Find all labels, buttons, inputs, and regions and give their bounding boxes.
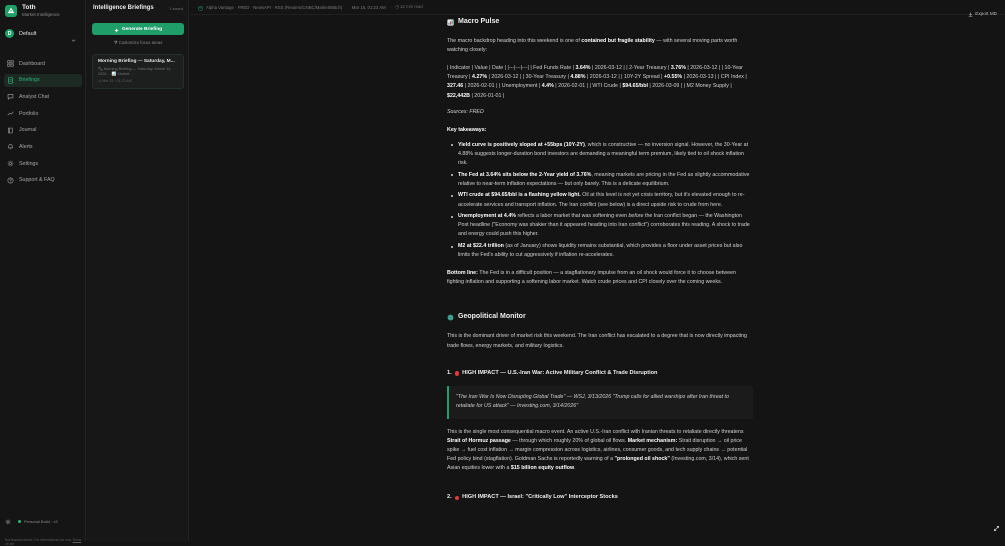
read-time: ◷ 12 min read [395, 4, 423, 9]
section-heading-geopolitical [447, 311, 753, 323]
nav-item-settings[interactable] [4, 157, 82, 170]
impact-title: HIGH IMPACT — U.S.-Iran War: Active Military Conflict & Trade Disruption [462, 369, 658, 376]
briefing-card-snippet: 🗞 Morning Briefing — Saturday, March 14, 2026 ... 📊 Market... [98, 67, 172, 77]
text-bold: contained but fragile stability [581, 38, 655, 45]
text-run: , meaning markets are pricing in the Fed as slightly accommodative relative to near-term inflation expectations — but only barely. This is a delicate equilibrium. [458, 171, 750, 187]
text-run: The macro backdrop heading into this weekend is one of [447, 38, 582, 45]
nav-item-portfolio[interactable] [4, 107, 82, 120]
customize-label: Customize focus areas [118, 40, 163, 45]
chevron-down-icon [71, 30, 76, 48]
database-icon [198, 0, 203, 16]
help-icon [6, 176, 14, 184]
list-item [458, 242, 753, 260]
nav-item-support[interactable] [4, 174, 82, 187]
panel-title: Intelligence Briefings [93, 5, 154, 11]
red-circle-icon [455, 496, 460, 501]
disclaimer-text: Not financial advice. For informational use only. [5, 538, 72, 542]
value-unemployment: 4.4% [541, 83, 554, 90]
chat-icon [6, 93, 14, 101]
brand[interactable] [5, 5, 60, 17]
text-run: | 2026-03-12 | | 2-Year Treasury | [590, 65, 671, 72]
saved-count: 1 saved [168, 5, 183, 11]
chart-icon [447, 19, 454, 26]
text-bold: M2 at $22.4 trillion [458, 243, 504, 249]
item-number: 1. [447, 369, 452, 376]
text-bold: WTI crude at $94.65/bbl is a flashing yellow light. [458, 192, 581, 199]
text-run: (as of January) shows liquidity remains substantial, which provides a floor under asset prices but also limits the Fed's ability to cut aggressively if inflation re-accelerates. [458, 243, 743, 259]
macro-intro [447, 37, 753, 55]
separator: · [389, 4, 392, 10]
list-item [458, 171, 753, 189]
sparkle-icon [114, 20, 119, 38]
workspace-selector[interactable] [5, 27, 78, 40]
separator: · [346, 4, 348, 10]
text-run: The Fed is in a difficult position — a stagflationary impulse from an oil shock would force it to choose between fighting inflation and supporting a softening labor market. Watch crude prices and CPI closely over the coming weeks. [447, 270, 736, 286]
bell-icon [6, 143, 14, 151]
impact-body-1 [447, 428, 753, 474]
section-title: Geopolitical Monitor [458, 313, 526, 321]
text-run: Strait disruption → oil price spike → fuel cost inflation → margin compression across logistics, airlines, consumer goods, and tech supply chains → potential Fed policy bind (stagflation). Goldman Sachs is reportedly warning of a [447, 437, 748, 462]
nav-label: Dashboard [19, 60, 45, 67]
list-item [458, 191, 753, 209]
nav-label: Alerts [19, 143, 33, 150]
download-icon [968, 4, 973, 22]
sources-text: Sources: FRED [447, 108, 484, 115]
filter-icon: ⧩ [113, 40, 118, 45]
text-bold: "prolonged oil shock" [614, 455, 670, 462]
impact-title: HIGH IMPACT — Israel: "Critically Low" Interceptor Stocks [462, 494, 618, 501]
value-spread: +0.55% [663, 74, 683, 81]
briefing-timestamp: Mar 15, 01:23 AM [351, 4, 386, 10]
nav-item-briefings[interactable] [4, 74, 82, 87]
nav-label: Analyst Chat [19, 93, 50, 100]
text-run: , which is constructive — no inversion signal. However, the 30-Year at 4.88% suggests longer-duration bond investors are demanding a meaningful term premium, likely tied to oil shock inflation risk. [458, 141, 749, 167]
document-icon [6, 76, 14, 84]
value-m2: $22,442B [447, 92, 470, 99]
takeaways-label: Key takeaways: [447, 126, 487, 133]
text-run: (Investing.com, 3/14), which sent Asian equities lower with a [447, 455, 749, 471]
customize-focus-link[interactable] [92, 40, 184, 45]
text-italic: before [628, 213, 644, 220]
text-bold: Unemployment at 4.4% [458, 213, 516, 220]
takeaways-heading [447, 126, 753, 135]
text-run: . [574, 464, 576, 471]
build-label: Personal Build · v3 [24, 518, 58, 524]
terms-link[interactable]: Terms of Use [5, 538, 82, 546]
value-30y: 4.88% [570, 74, 586, 81]
value-2y: 3.76% [670, 65, 686, 72]
text-run: | 2026-02-01 | | WTI Crude | [553, 83, 623, 90]
nav-label: Portfolio [19, 110, 39, 117]
nav-label: Journal [19, 127, 37, 134]
value-fed-funds: 3.64% [575, 65, 591, 72]
text-run: the Iran conflict began — the Washington Post headline ("Economy was shakier than it appeared heading into Iran conflict") corroborates this reading. A shock to trade and energy could push this higher. [458, 213, 750, 238]
text-run: Oil at this level is not yet crisis territory, but it's elevated enough to re-accelerate services and transport inflation. The Iran conflict (see below) is a direct upside risk to crude from here. [458, 192, 745, 208]
blockquote: "The Iran War Is Now Disrupting Global Trade" — WSJ, 3/13/2026 "Trump calls for allied warships after Iran threat to retaliate for US attack" — Investing.com, 3/14/2026" [447, 386, 753, 418]
trend-icon [6, 110, 14, 118]
export-md-button[interactable] [968, 4, 997, 22]
settings-gear-icon[interactable] [5, 512, 11, 530]
impact-heading-1 [447, 369, 753, 379]
text-run: | 2026-03-09 | | M2 Money Supply | [647, 83, 732, 90]
nav-label: Settings [19, 160, 39, 167]
text-bold: The Fed at 3.64% sits below the 2-Year yield of 3.76% [458, 171, 592, 178]
value-10y: 4.27% [472, 74, 488, 81]
briefings-panel [86, 0, 189, 541]
nav-item-dashboard[interactable] [4, 57, 82, 70]
section-heading-macro [447, 16, 753, 28]
generate-briefing-button[interactable] [92, 23, 184, 35]
export-label: Export MD [975, 10, 997, 16]
brand-subtitle: Market Intelligence [22, 11, 60, 17]
text-run: | Indicator | Value | Date | |---|---|---| | Fed Funds Rate | [447, 65, 576, 72]
collapse-fab-button[interactable] [991, 522, 1002, 533]
text-run: | 2026-02-01 | | Unemployment | [463, 83, 542, 90]
sidebar-nav [0, 0, 86, 546]
list-item [458, 141, 753, 168]
nav-item-journal[interactable] [4, 124, 82, 137]
text-run: This is the single most consequential macro event. An active U.S.-Iran conflict with Iranian threats to retaliate directly threatens [447, 428, 744, 435]
briefing-toolbar [190, 0, 1005, 15]
value-wti: $94.65/bbl [622, 83, 648, 90]
status-dot-icon [18, 520, 21, 523]
nav-item-analyst-chat[interactable] [4, 90, 82, 103]
text-run: — through which roughly 20% of global oil flows. [510, 437, 628, 444]
text-bold: Yield curve is positively sloped at +55bps (10Y-2Y) [458, 141, 585, 148]
nav-label: Briefings [19, 77, 40, 84]
text-run: | 2026-03-12 | | 30-Year Treasury | [487, 74, 571, 81]
indicator-table-raw [447, 64, 753, 100]
text-bold: Strait of Hormuz passage [447, 437, 511, 444]
nav-label: Support & FAQ [19, 177, 55, 184]
disclaimer [5, 538, 83, 546]
briefing-card[interactable] [92, 54, 184, 89]
generate-briefing-label: Generate Briefing [121, 26, 163, 32]
globe-icon [447, 314, 454, 321]
nav-list [4, 57, 82, 191]
list-item [458, 212, 753, 239]
brand-logo-icon [5, 5, 17, 17]
briefing-card-meta: ◷ Mar 15 · 01:23 AM [98, 79, 132, 83]
grid-icon [6, 60, 14, 68]
impact-heading-2 [447, 493, 753, 503]
briefing-content [447, 16, 753, 503]
item-number: 2. [447, 494, 452, 501]
text-bold: $15 billion equity outflow [510, 464, 575, 471]
build-badge [18, 519, 58, 524]
briefing-card-title: Morning Briefing — Saturday, M... [98, 59, 175, 64]
data-sources: Alpha Vantage · FRED · NewsAPI · RSS (Reuters/CNBC/MarketWatch) [206, 4, 343, 10]
text-run: reflects a labor market that was softening even [516, 213, 629, 220]
red-circle-icon [455, 371, 460, 376]
sources-line [447, 108, 753, 117]
workspace-name: Default [19, 30, 37, 37]
value-cpi: 327.46 [447, 83, 464, 90]
book-icon [6, 126, 14, 134]
section-title: Macro Pulse [458, 18, 500, 25]
text-run: | 2026-03-12 | | 10Y-2Y Spread | [585, 74, 664, 81]
text-bold: Market mechanism: [627, 437, 678, 444]
gear-icon [6, 160, 14, 168]
text-run: | 2026-03-12 | | 10-Year Treasury | [447, 65, 743, 81]
text-run: — with several moving parts worth watching closely: [447, 38, 738, 54]
text-run: | 2026-01-01 | [469, 92, 505, 99]
bottom-line-label: Bottom line: [447, 270, 478, 277]
bottom-line [447, 269, 753, 287]
nav-item-alerts[interactable] [4, 140, 82, 153]
workspace-avatar: D [5, 29, 14, 38]
takeaways-list [447, 141, 753, 260]
collapse-arrows-icon [993, 519, 1000, 537]
brand-name: Toth [22, 4, 36, 11]
text-run: | 2026-03-13 | | CPI Index | [682, 74, 747, 81]
sidebar-footer [5, 512, 83, 546]
geo-intro: This is the dominant driver of market risk this weekend. The Iran conflict has escalated to a degree that is now directly impacting trade flows, energy markets, and military logistics. [447, 333, 747, 349]
